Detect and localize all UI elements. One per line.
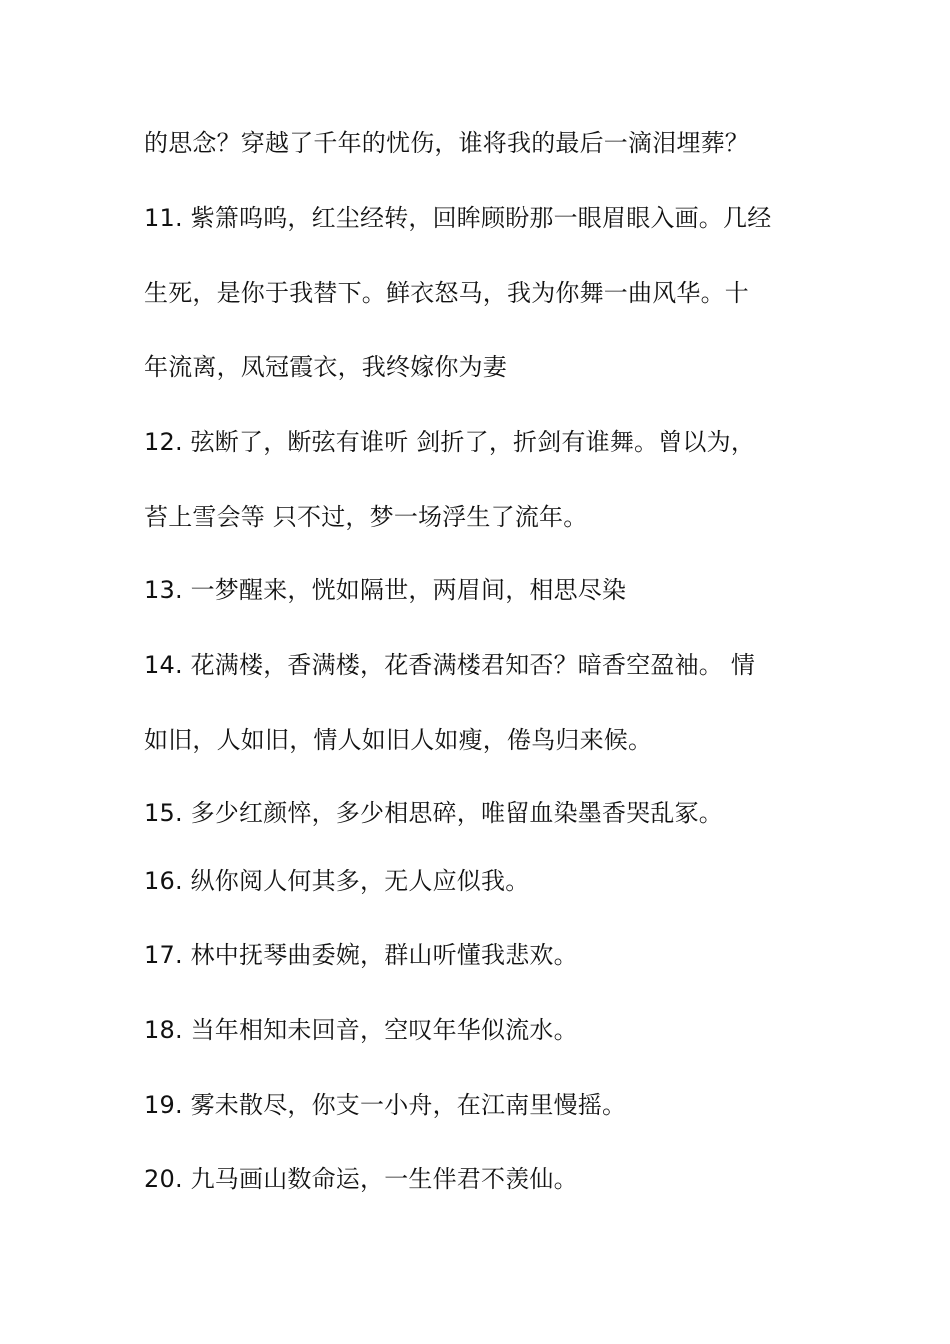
- text-line: 19. 雾未散尽，你支一小舟，在江南里慢摇。: [144, 1091, 627, 1119]
- text-line: 12. 弦断了，断弦有谁听 剑折了，折剑有谁舞。曾以为，: [144, 428, 756, 456]
- text-line: 15. 多少红颜悴，多少相思碎，唯留血染墨香哭乱冢。: [144, 799, 723, 827]
- text-line: 14. 花满楼，香满楼，花香满楼君知否？暗香空盈袖。 情: [144, 651, 756, 679]
- text-line: 16. 纵你阅人何其多，无人应似我。: [144, 867, 530, 895]
- text-line: 11. 紫箫呜呜，红尘经转，回眸顾盼那一眼眉眼入画。几经: [144, 204, 772, 232]
- text-line: 18. 当年相知未回音，空叹年华似流水。: [144, 1016, 578, 1044]
- text-line: 生死，是你于我替下。鲜衣怒马，我为你舞一曲风华。十: [144, 279, 749, 307]
- text-line: 13. 一梦醒来，恍如隔世，两眉间，相思尽染: [144, 576, 627, 604]
- text-line: 的思念？穿越了千年的忧伤，谁将我的最后一滴泪埋葬？: [144, 129, 749, 157]
- text-line: 年流离，凤冠霞衣，我终嫁你为妻: [144, 353, 507, 381]
- text-line: 如旧，人如旧，情人如旧人如瘦，倦鸟归来候。: [144, 726, 653, 754]
- text-line: 苔上雪会等 只不过，梦一场浮生了流年。: [144, 503, 588, 531]
- text-line: 17. 林中抚琴曲委婉，群山听懂我悲欢。: [144, 941, 578, 969]
- text-line: 20. 九马画山数命运，一生伴君不羡仙。: [144, 1165, 578, 1193]
